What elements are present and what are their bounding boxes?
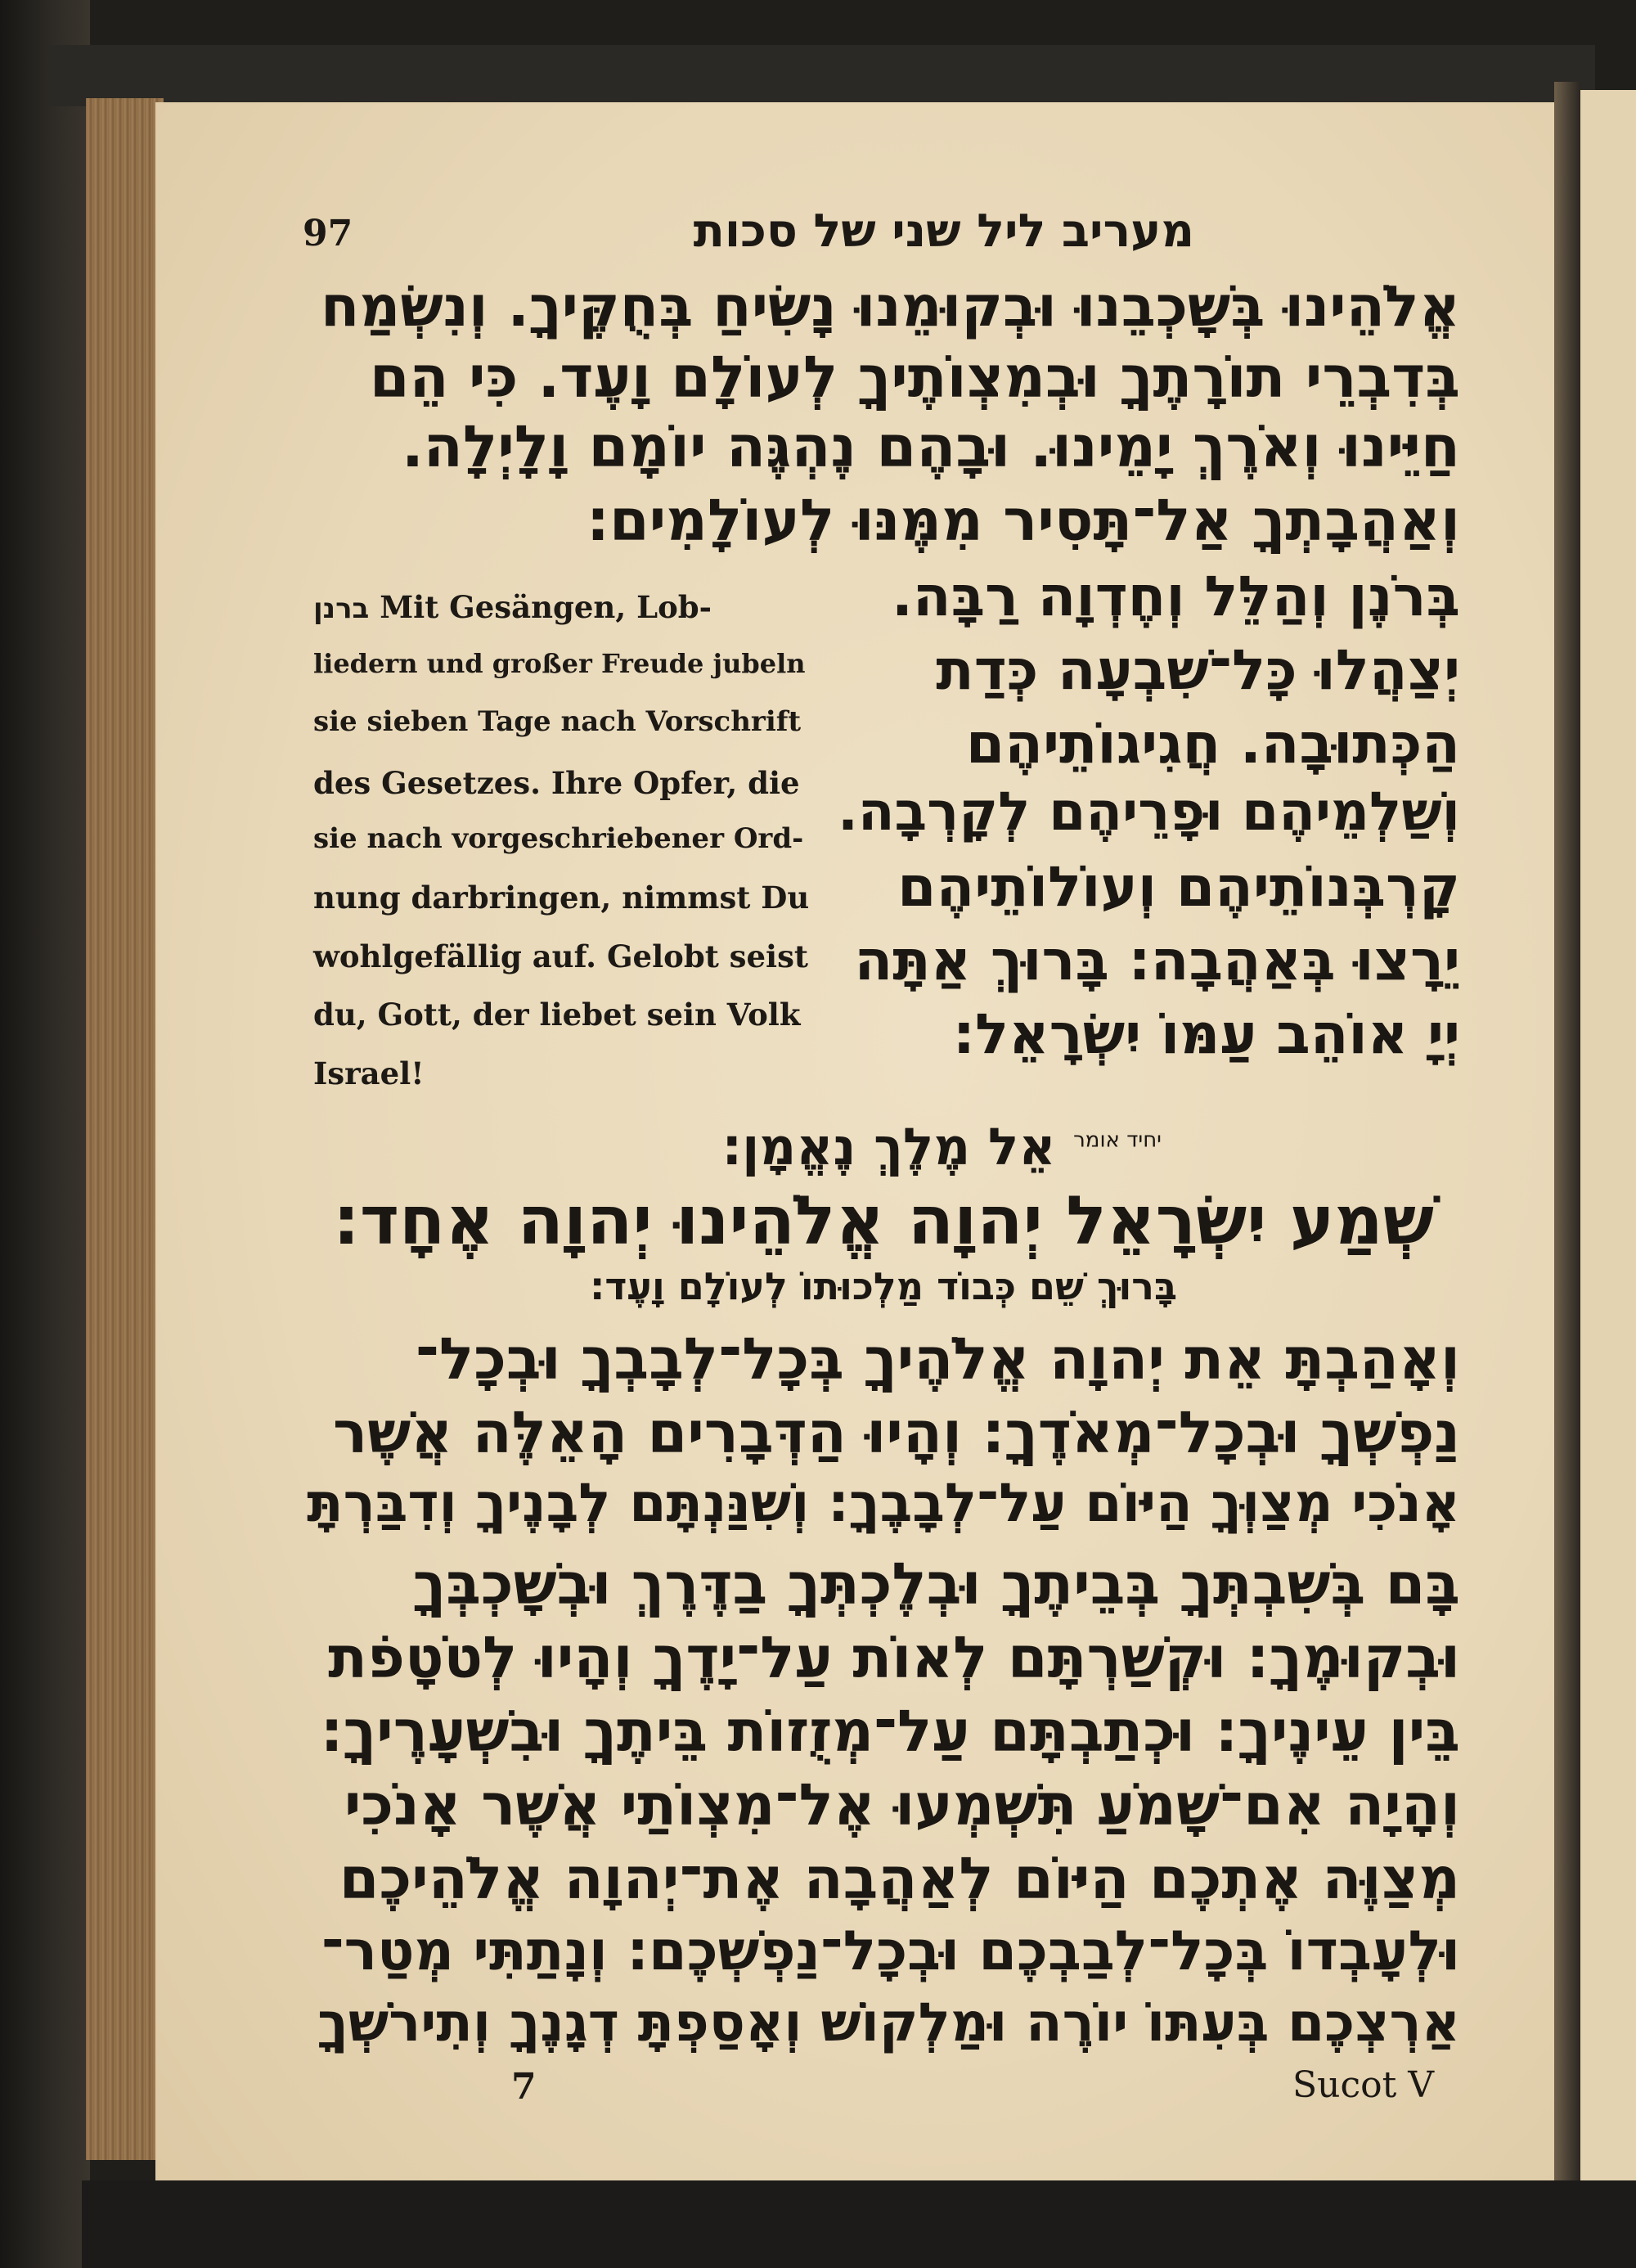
- hebrew-line: נַפְשְׁךָ וּבְכָל־מְאֹדֶךָ: וְהָיוּ הַדְּבָרִים הָאֵלֶּה אֲשֶׁר: [333, 1399, 1460, 1466]
- hebrew-line: בֵּין עֵינֶיךָ: וּכְתַבְתָּם עַל־מְזֻזוֹת בֵּיתֶךָ וּבִשְׁעָרֶיךָ:: [320, 1698, 1460, 1765]
- hebrew-column-line: בְּרֹנֶן וְהַלֵּל וְחֶדְוָה רַבָּה.: [892, 565, 1460, 629]
- german-translation-line: Israel!: [313, 1055, 425, 1091]
- hebrew-column-line: יְיָ אוֹהֵב עַמּוֹ יִשְׂרָאֵל:: [952, 1002, 1460, 1067]
- german-translation-line: du, Gott, der liebet sein Volk: [313, 997, 801, 1033]
- page-number: 97: [303, 213, 353, 254]
- hebrew-column-line: וְשַׁלְמֵיהֶם וּפָרֵיהֶם לְקָרְבָה.: [838, 781, 1460, 843]
- german-first-line: Mit Gesängen, Lob-: [380, 589, 712, 625]
- hebrew-line: אָנֹכִי מְצַוְּךָ הַיּוֹם עַל־לְבָבֶךָ: וְשִׁנַּנְתָּם לְבָנֶיךָ וְדִבַּרְתָּ: [307, 1473, 1460, 1534]
- hebrew-column-line: יֵרָצוּ בְּאַהֲבָה: בָּרוּךְ אַתָּה: [854, 929, 1460, 993]
- hebrew-line: אֱלֹהֵינוּ בְּשָׁכְבֵנוּ וּבְקוּמֵנוּ נָשִׂיחַ בְּחֻקֶּיךָ. וְנִשְׂמַח: [320, 274, 1460, 340]
- hebrew-line: מְצַוֶּה אֶתְכֶם הַיּוֹם לְאַהֲבָה אֶת־יְהוָה אֱלֹהֵיכֶם: [339, 1845, 1460, 1912]
- footer-label: Sucot V: [1292, 2064, 1435, 2106]
- hebrew-cue-word: ברנן: [313, 592, 370, 625]
- shema-line: שְׁמַע יִשְׂרָאֵל יְהוָה אֱלֹהֵינוּ יְהוָה אֶחָד:: [333, 1182, 1434, 1260]
- hebrew-line: וְאַהֲבָתְךָ אַל־תָּסִיר מִמֶּנּוּ לְעוֹלָמִים:: [586, 487, 1460, 554]
- hebrew-column-line: קָרְבְּנוֹתֵיהֶם וְעוֹלוֹתֵיהֶם: [897, 855, 1460, 920]
- running-title: מעריב ליל שני של סכות: [693, 205, 1194, 258]
- hebrew-line: וּלְעָבְדוֹ בְּכָל־לְבַבְכֶם וּבְכָל־נַפְשְׁכֶם: וְנָתַתִּי מְטַר־: [321, 1919, 1460, 1982]
- book-cover-edge: [49, 45, 1595, 106]
- baruch-shem-line: בָּרוּךְ שֵׁם כְּבוֹד מַלְכוּתוֹ לְעוֹלָם וָעֶד:: [589, 1264, 1178, 1308]
- el-melech-text: אֵל מֶלֶךְ נֶאֱמָן:: [721, 1117, 1056, 1177]
- hebrew-line: וּבְקוּמֶךָ: וּקְשַׁרְתָּם לְאוֹת עַל־יָדֶךָ וְהָיוּ לְטֹטָפֹת: [328, 1624, 1460, 1691]
- german-translation-line: sie sieben Tage nach Vorschrift: [313, 705, 802, 738]
- page-stack-edge: [86, 98, 164, 2160]
- book-gutter: [1554, 82, 1580, 2209]
- german-translation-line: sie nach vorgeschriebener Ord-: [313, 822, 804, 855]
- hebrew-line: בָּם בְּשִׁבְתְּךָ בְּבֵיתֶךָ וּבְלֶכְתְּךָ בַדֶּרֶךְ וּבְשָׁכְבְּךָ: [412, 1550, 1460, 1618]
- yachid-note: יחיד אומר: [1073, 1127, 1162, 1153]
- german-translation-line: [313, 589, 812, 625]
- hebrew-column-line: יְצַהֲלוּ כָּל־שִׁבְעָה כְּדַת: [936, 638, 1460, 703]
- hebrew-line: בְּדִבְרֵי תוֹרָתֶךָ וּבְמִצְוֹתֶיךָ לְעוֹלָם וָעֶד. כִּי הֵם: [369, 344, 1460, 411]
- book-binding: [0, 0, 90, 2268]
- hebrew-column-line: הַכְּתוּבָה. חֲגִיגוֹתֵיהֶם: [965, 712, 1460, 776]
- hebrew-line: חַיֵּינוּ וְאֹרֶךְ יָמֵינוּ. וּבָהֶם נֶהְגֶּה יוֹמָם וָלָיְלָה.: [402, 413, 1460, 480]
- german-translation-line: liedern und großer Freude jubeln: [313, 648, 806, 679]
- el-melech-line: [671, 1117, 1162, 1177]
- hebrew-line: אַרְצְכֶם בְּעִתּוֹ יוֹרֶה וּמַלְקוֹשׁ וְאָסַפְתָּ דְגָנֶךָ וְתִירֹשְׁךָ: [317, 1992, 1460, 2054]
- signature-mark: 7: [511, 2066, 537, 2108]
- german-translation-line: wohlgefällig auf. Gelobt seist: [313, 938, 809, 974]
- german-translation-line: des Gesetzes. Ihre Opfer, die: [313, 765, 800, 801]
- book-cover-bottom: [82, 2180, 1636, 2268]
- facing-page-edge: [1580, 90, 1636, 2201]
- page-header: [303, 205, 1194, 270]
- hebrew-line: וְהָיָה אִם־שָׁמֹעַ תִּשְׁמְעוּ אֶל־מִצְוֹתַי אֲשֶׁר אָנֹכִי: [344, 1771, 1460, 1838]
- hebrew-line: וְאָהַבְתָּ אֵת יְהוָה אֱלֹהֶיךָ בְּכָל־לְבָבְךָ וּבְכָל־: [415, 1325, 1460, 1393]
- german-translation-line: nung darbringen, nimmst Du: [313, 880, 810, 916]
